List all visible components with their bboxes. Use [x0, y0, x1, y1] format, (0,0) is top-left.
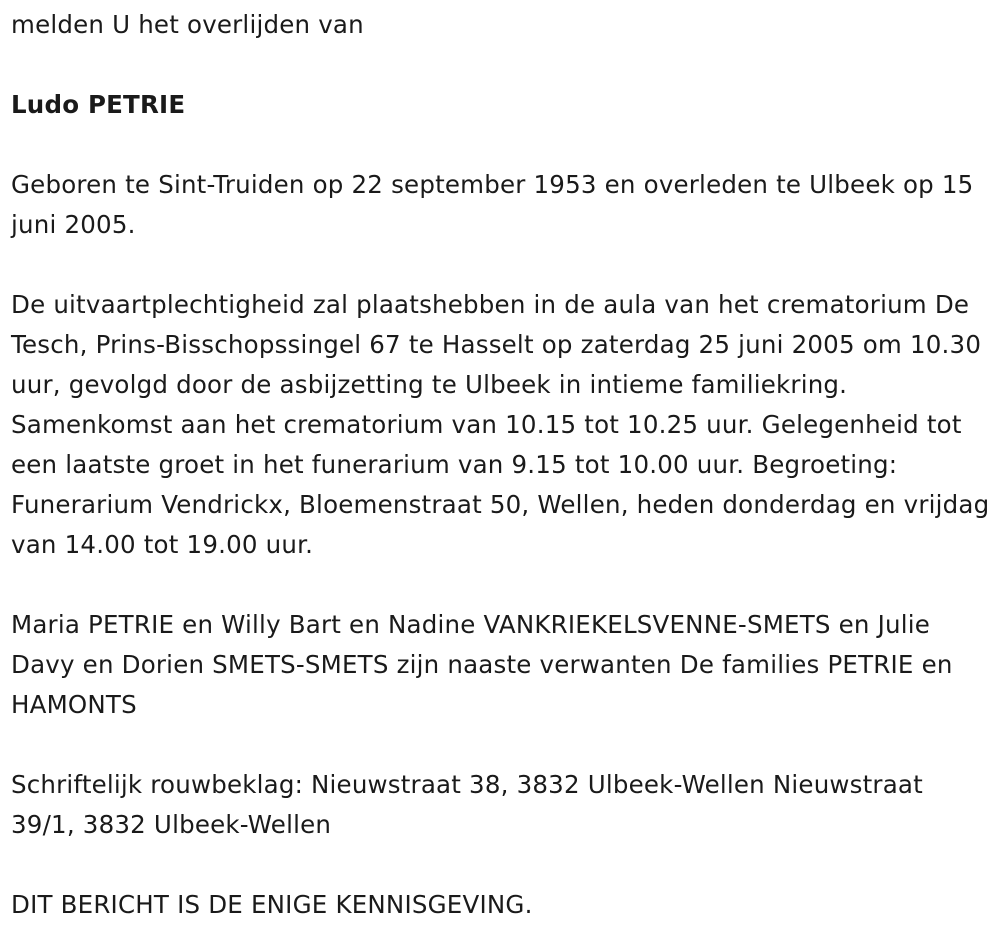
intro-line: melden U het overlijden van — [11, 10, 364, 39]
relatives-paragraph: Maria PETRIE en Willy Bart en Nadine VANKRIEKELSVENNE-SMETS en Julie Davy en Dorien SMETS-SMETS zijn naaste verwanten De families PETRIE en HAMONTS — [11, 610, 953, 719]
condolences-paragraph: Schriftelijk rouwbeklag: Nieuwstraat 38, 3832 Ulbeek-Wellen Nieuwstraat 39/1, 3832 Ulbeek-Wellen — [11, 770, 923, 839]
deceased-name: Ludo PETRIE — [11, 90, 186, 119]
birth-death-paragraph: Geboren te Sint-Truiden op 22 september 1953 en overleden te Ulbeek op 15 juni 2005. — [11, 170, 974, 239]
closing-line: DIT BERICHT IS DE ENIGE KENNISGEVING. — [11, 890, 533, 919]
funeral-details-paragraph: De uitvaartplechtigheid zal plaatshebben in de aula van het crematorium De Tesch, Prins-Bisschopssingel 67 te Hasselt op zaterdag 25 juni 2005 om 10.30 uur, gevolgd door de asbijzetting te Ulbeek in intieme familiekring. Samenkomst aan het crematorium van 10.15 tot 10.25 uur. Gelegenheid tot een laatste groet in het funerarium van 9.15 tot 10.00 uur. Begroeting: Funerarium Vendrickx, Bloemenstraat 50, Wellen, heden donderdag en vrijdag van 14.00 tot 19.00 uur. — [11, 290, 990, 559]
